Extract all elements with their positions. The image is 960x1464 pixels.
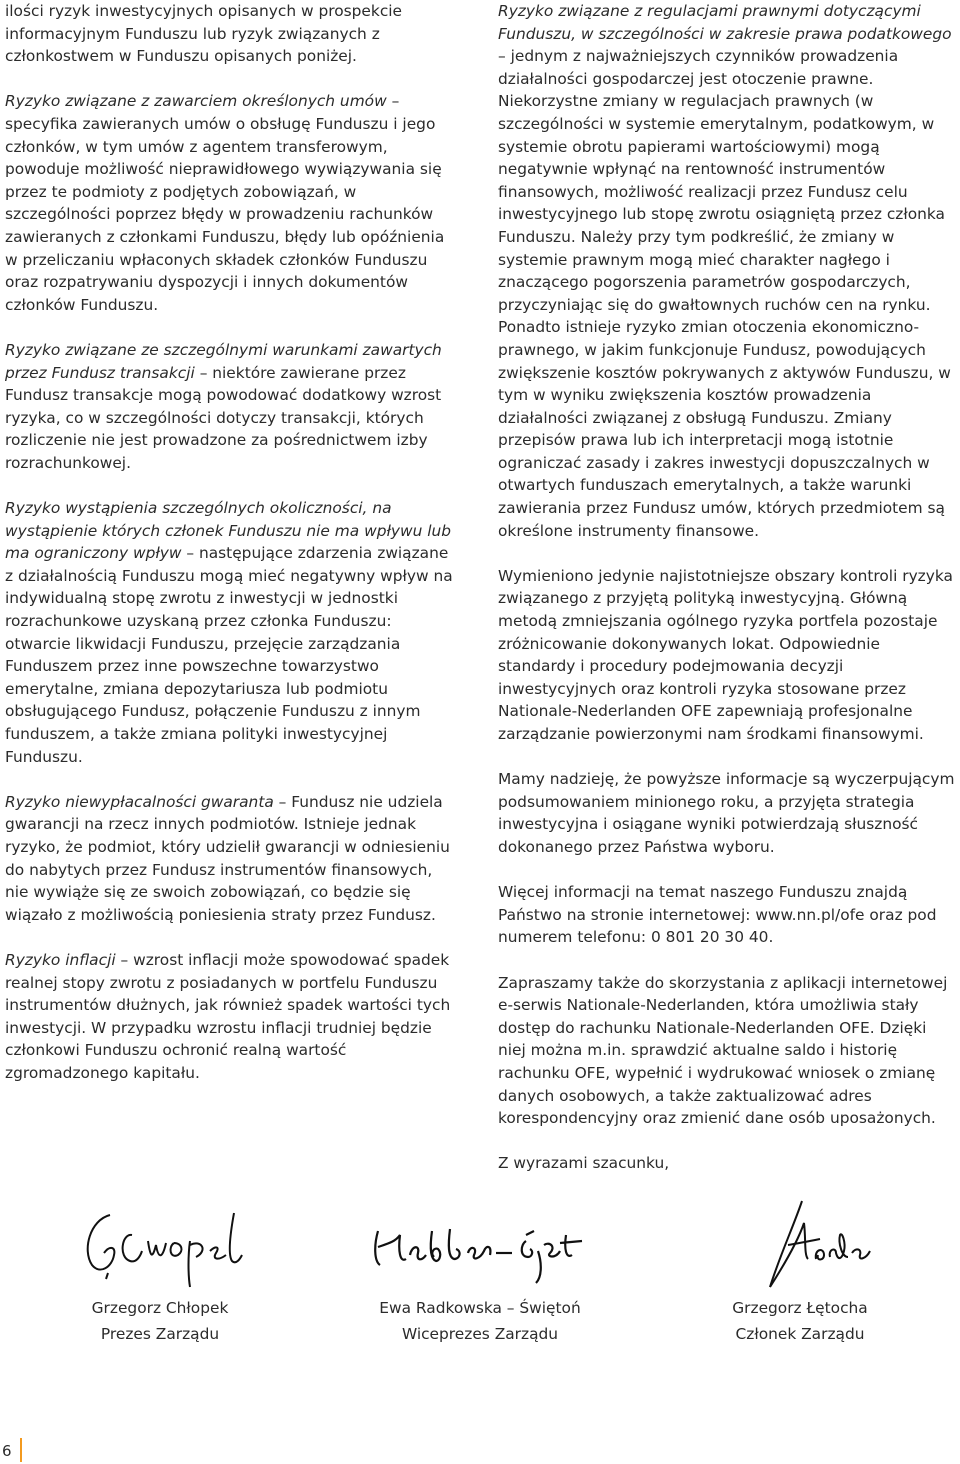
paragraph-special-circumstances-risk: Ryzyko wystąpienia szczególnych okoliczności, na wystąpienie których członek Funduszu nie ma wpływu lub ma ograniczony wpływ – następujące zdarzenia związane z działalnością Funduszu mogą mieć negatywny wpływ na indywidualną stopę zwrotu z inwestycji w jednostki rozrachunkowe uzyskaną przez członka Funduszu: otwarcie likwidacji Funduszu, przejęcie zarządzania Funduszem przez inne powszechne towarzystwo emerytalne, zmiana depozytariusza lub podmiotu obsługującego Fundusz, połączenie Funduszu z innym funduszem, a także zmiana polityki inwestycyjnej Funduszu.	[5, 499, 453, 766]
paragraph-risk-control: Wymieniono jedynie najistotniejsze obszary kontroli ryzyka związanego z przyjętą polityką inwestycyjną. Główną metodą zmniejszania ogólnego ryzyka portfela pozostaje zróżnicowanie dokonywanych lokat. Odpowiednie standardy i procedury podejmowania decyzji inwestycyjnych oraz kontroli ryzyka stosowane przez Nationale-Nederlanden OFE zapewniają profesjonalne zarządzanie powierzonymi nam środkami finansowymi.	[498, 566, 953, 743]
paragraph-e-service: Zapraszamy także do skorzystania z aplikacji internetowej e-serwis Nationale-Nederlanden, która umożliwia stały dostęp do rachunku Nationale-Nederlanden OFE. Dzięki niej można m.in. sprawdzić aktualne saldo i historię rachunku OFE, wypełnić i wydrukować wniosek o zmianę danych osobowych, a także zaktualizować adres korespondencyjny oraz zmienić dane osób uposażonych.	[498, 973, 948, 1128]
paragraph-transaction-risk: Ryzyko związane ze szczególnymi warunkami zawartych przez Fundusz transakcji – niektóre zawierane przez Fundusz transakcje mogą powodować dodatkowy wzrost ryzyka, co w szczególności dotyczy transakcji, których rozliczenie nie jest prowadzone za pośrednictwem izby rozrachunkowej.	[5, 340, 442, 472]
paragraph-hope: Mamy nadzieję, że powyższe informacje są wyczerpującym podsumowaniem minionego roku, a przyjęta strategia inwestycyjna i osiągane wyniki potwierdzają słuszność dokonanego przez Państwa wyboru.	[498, 770, 955, 856]
signatory-name: Grzegorz Chłopek	[91, 1299, 229, 1317]
right-column	[498, 0, 958, 1197]
page-number-accent-bar	[20, 1438, 22, 1462]
page-number: 6	[2, 1442, 12, 1460]
risk-heading: Ryzyko związane z zawarciem określonych umów	[5, 92, 387, 111]
paragraph-guarantor-insolvency-risk: Ryzyko niewypłacalności gwaranta – Fundusz nie udziela gwarancji na rzecz innych podmiotów. Istnieje jednak ryzyko, że podmiot, który udzielił gwarancji w odniesieniu do nabytych przez Fundusz instrumentów finansowych, nie wywiąże się ze swoich zobowiązań, co będzie się wiązało z możliwością poniesienia straty przez Fundusz.	[5, 792, 450, 924]
signature-image	[710, 1195, 890, 1295]
signatory-3	[710, 1195, 890, 1347]
paragraph-inflation-risk: Ryzyko inflacji – wzrost inflacji może spowodować spadek realnej stopy zwrotu z posiadanych w portfelu Funduszu instrumentów dłużnych, jak również spadek wartości tych inwestycji. W przypadku wzrostu inflacji trudniej będzie członkowi Funduszu ochronić realną wartość zgromadzonego kapitału.	[5, 950, 451, 1082]
signatory-role: Prezes Zarządu	[100, 1325, 220, 1343]
paragraph-more-info: Więcej informacji na temat naszego Funduszu znajdą Państwo na stronie internetowej: www.nn.pl/ofe oraz pod numerem telefonu: 0 801 20 30 40.	[498, 883, 937, 947]
risk-heading: Ryzyko wystąpienia szczególnych okoliczności, na wystąpienie których członek Funduszu nie ma wpływu lub ma ograniczony wpływ	[5, 499, 452, 563]
closing-salutation: Z wyrazami szacunku,	[498, 1154, 670, 1173]
signatures-block	[0, 1195, 960, 1375]
signatory-role: Członek Zarządu	[735, 1325, 865, 1343]
paragraph-contract-risk: Ryzyko związane z zawarciem określonych umów – specyfika zawieranych umów o obsługę Funduszu i jego członków, w tym umów z agentem transferowym, powoduje możliwość nieprawidłowego wywiązywania się przez te podmioty z podjętych zobowiązań, w szczególności poprzez błędy w prowadzeniu rachunków zawieranych z członkami Funduszu, błędy lub opóźnienia w przeliczaniu wpłaconych składek członków Funduszu oraz rozpatrywaniu dyspozycji i innych dokumentów członków Funduszu.	[5, 92, 445, 314]
risk-heading: Ryzyko inflacji	[5, 950, 116, 969]
signatory-role: Wiceprezes Zarządu	[401, 1325, 559, 1343]
signatory-name: Grzegorz Łętocha	[732, 1299, 868, 1317]
left-column	[5, 0, 455, 1107]
signature-image	[360, 1195, 600, 1295]
risk-heading: Ryzyko związane ze szczególnymi warunkami zawartych przez Fundusz transakcji	[5, 340, 442, 382]
risk-heading: Ryzyko związane z regulacjami prawnymi dotyczącymi Funduszu, w szczególności w zakresie prawa podatkowego	[498, 2, 952, 43]
signatory-2	[360, 1195, 600, 1347]
risk-heading: Ryzyko niewypłacalności gwaranta	[5, 792, 274, 811]
signatory-1	[70, 1195, 250, 1347]
signatory-name: Ewa Radkowska – Świętoń	[379, 1299, 581, 1317]
signature-image	[70, 1195, 250, 1295]
paragraph-regulatory-risk: Ryzyko związane z regulacjami prawnymi dotyczącymi Funduszu, w szczególności w zakresie prawa podatkowego – jednym z najważniejszych czynników prowadzenia działalności gospodarczej jest otoczenie prawne. Niekorzystne zmiany w regulacjach prawnych (w szczególności w systemie emerytalnym, podatkowym, w systemie obrotu papierami wartościowymi) mogą negatywnie wpłynąć na rentowność instrumentów finansowych, możliwość realizacji przez Fundusz celu inwestycyjnego lub stopę zwrotu osiągniętą przez członka Funduszu. Należy przy tym podkreślić, że zmiany w systemie prawnym mogą mieć charakter nagłego i znaczącego pogorszenia parametrów gospodarczych, przyczyniając się do gwałtownych ruchów cen na rynku. Ponadto istnieje ryzyko zmian otoczenia ekonomiczno-prawnego, w jakim funkcjonuje Fundusz, powodujących zwiększenie kosztów pokrywanych z aktywów Funduszu, w tym w wyniku zwiększenia kosztów prowadzenia działalności związanej z obsługą Funduszu. Zmiany przepisów prawa lub ich interpretacji mogą istotnie ograniczać zasady i zakres inwestycji dopuszczalnych w otwartych funduszach emerytalnych, a także warunki zawierania przez Fundusz umów, których przedmiotem są określone instrumenty finansowe.	[498, 2, 952, 540]
paragraph-intro-continued: ilości ryzyk inwestycyjnych opisanych w prospekcie informacyjnym Funduszu lub ryzyk związanych z członkostwem w Funduszu opisanych poniżej.	[5, 2, 403, 66]
